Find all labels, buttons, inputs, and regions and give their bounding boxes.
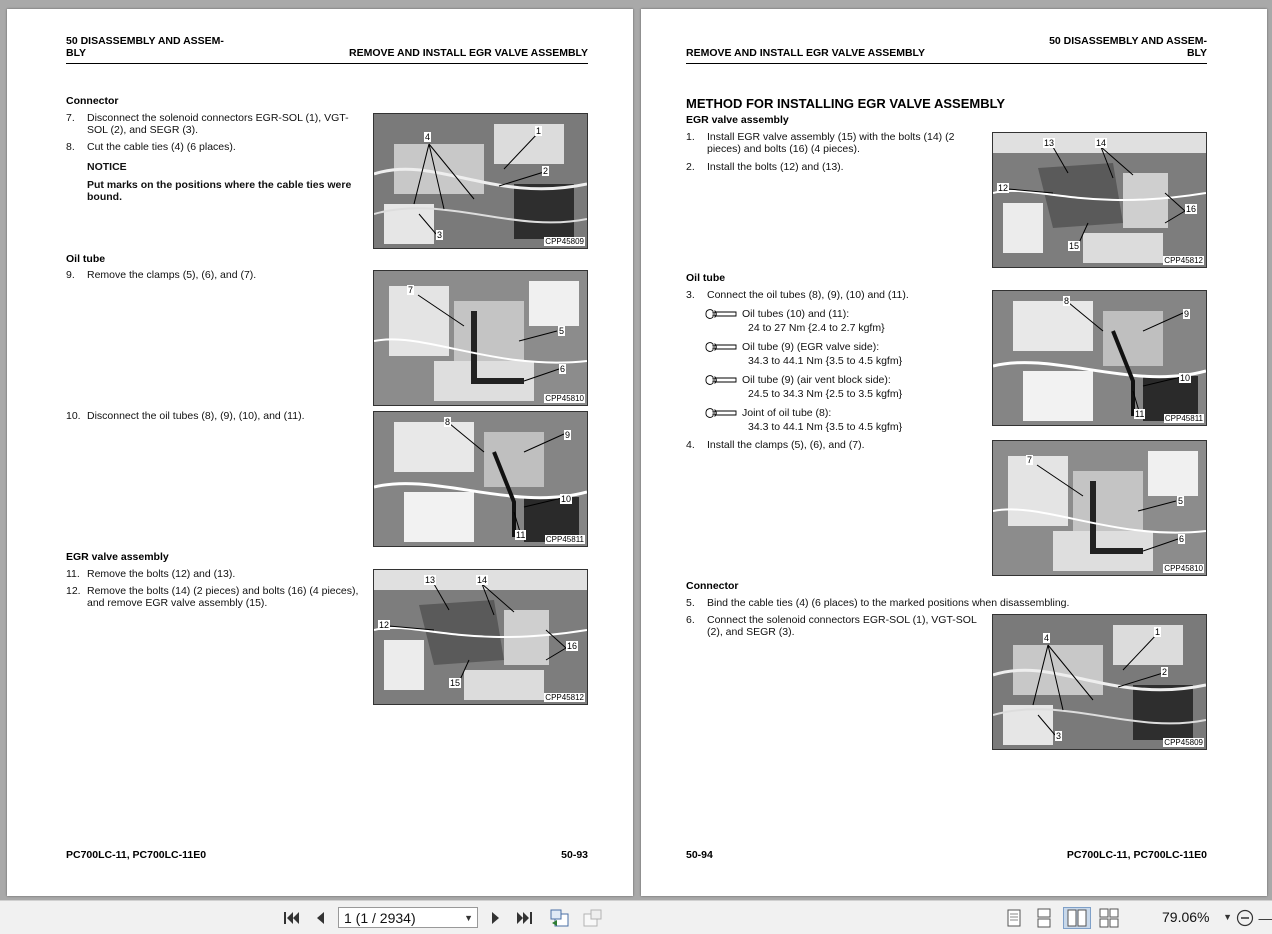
section-title-egr-valve: EGR valve assembly (686, 114, 789, 126)
callout-label: 13 (1044, 138, 1055, 148)
callout-label: 1 (1155, 627, 1161, 637)
step-number: 12. (66, 585, 81, 597)
callout-label: 5 (1178, 496, 1184, 506)
go-back-icon[interactable] (548, 907, 572, 929)
wrench-icon (705, 375, 737, 385)
callout-label: 15 (1069, 241, 1080, 251)
engine-illustration (993, 291, 1206, 425)
callout-label: 7 (408, 285, 414, 295)
notice-text (87, 179, 362, 203)
step-text (87, 112, 362, 136)
footer-model: PC700LC-11, PC700LC-11E0 (66, 849, 207, 861)
callout-label: 13 (425, 575, 436, 585)
callout-label: 4 (1044, 633, 1050, 643)
step-number: 2. (686, 161, 695, 173)
step-7 (66, 112, 362, 138)
callout-label: 2 (543, 166, 549, 176)
torque-label: Joint of oil tube (8): (742, 407, 832, 419)
step-number: 1. (686, 131, 695, 143)
step-number: 8. (66, 141, 75, 153)
step-text-line: SOL (2), and SEGR (3). (87, 124, 199, 136)
header-title: REMOVE AND INSTALL EGR VALVE ASSEMBLY (686, 47, 925, 59)
callout-label: 14 (477, 575, 488, 585)
step-2 (686, 161, 982, 175)
header-section-line2: BLY (66, 47, 87, 59)
figure-code: CPP45810 (545, 394, 584, 403)
section-title-connector: Connector (66, 95, 119, 107)
step-text-line: (2), and SEGR (3). (707, 626, 795, 638)
continuous-icon[interactable] (1033, 907, 1055, 929)
step-text: Bind the cable ties (4) (6 places) to the marked positions when disassembling. (707, 597, 1070, 609)
step-text (707, 131, 982, 155)
figure-oil-clamps (992, 440, 1207, 576)
viewer-toolbar (0, 900, 1272, 934)
footer-model: PC700LC-11, PC700LC-11E0 (1066, 849, 1207, 861)
step-9 (66, 269, 362, 283)
zoom-value: 79.06% (1162, 909, 1210, 925)
callout-label: 8 (1064, 296, 1070, 306)
callout-label: 16 (1186, 204, 1197, 214)
single-page-icon[interactable] (1003, 907, 1025, 929)
torque-value: 24.5 to 34.3 Nm {2.5 to 3.5 kgfm} (748, 388, 903, 400)
figure-egr-valve (992, 132, 1207, 268)
step-text: Install the bolts (12) and (13). (707, 161, 844, 173)
section-title-connector: Connector (686, 580, 739, 592)
document-page-right (641, 9, 1267, 896)
section-title-oil-tube: Oil tube (686, 272, 726, 284)
callout-label: 12 (379, 620, 390, 630)
header-section (1049, 35, 1207, 59)
header-section-line1: 50 DISASSEMBLY AND ASSEM- (66, 35, 224, 47)
step-text: Connect the oil tubes (8), (9), (10) and (11). (707, 289, 909, 301)
header-rule (686, 63, 1207, 64)
notice-title: NOTICE (87, 161, 127, 173)
callout-label: 16 (567, 641, 578, 651)
method-title: METHOD FOR INSTALLING EGR VALVE ASSEMBLY (686, 96, 1005, 111)
header-title: REMOVE AND INSTALL EGR VALVE ASSEMBLY (349, 47, 588, 59)
notice-line: bound. (87, 191, 122, 203)
callout-label: 8 (445, 417, 451, 427)
figure-code: CPP45811 (1164, 414, 1203, 423)
callout-label: 1 (536, 126, 542, 136)
notice-line: Put marks on the positions where the cable ties were (87, 179, 352, 191)
step-10 (66, 410, 362, 424)
figure-oil-clamps (373, 270, 588, 406)
callout-label: 15 (450, 678, 461, 688)
callout-label: 6 (1179, 534, 1185, 544)
engine-illustration (374, 271, 587, 405)
step-number: 6. (686, 614, 695, 626)
step-number: 4. (686, 439, 695, 451)
first-page-icon[interactable] (280, 907, 302, 929)
section-title-egr-valve: EGR valve assembly (66, 551, 169, 563)
figure-code: CPP45812 (1164, 256, 1203, 265)
step-number: 11. (66, 568, 80, 580)
step-text-line: Disconnect the solenoid connectors EGR-SOL (1), VGT- (87, 112, 349, 124)
step-number: 10. (66, 410, 81, 422)
callout-label: 12 (998, 183, 1009, 193)
step-3 (686, 289, 982, 303)
step-12 (66, 585, 362, 611)
go-forward-icon[interactable] (580, 907, 604, 929)
figure-connector (373, 113, 588, 249)
callout-label: 14 (1096, 138, 1107, 148)
footer-page-number: 50-94 (686, 849, 713, 861)
continuous-facing-icon[interactable] (1097, 907, 1121, 929)
step-text-line: and remove EGR valve assembly (15). (87, 597, 268, 609)
figure-code: CPP45809 (1164, 738, 1203, 747)
facing-icon[interactable] (1063, 907, 1091, 929)
chevron-down-icon: ▼ (464, 913, 473, 923)
callout-label: 5 (559, 326, 565, 336)
step-text (707, 614, 982, 638)
callout-label: 9 (1184, 309, 1190, 319)
step-number: 5. (686, 597, 695, 609)
step-number: 3. (686, 289, 695, 301)
step-text-line: Install EGR valve assembly (15) with the bolts (14) (2 (707, 131, 955, 143)
torque-value: 24 to 27 Nm {2.4 to 2.7 kgfm} (748, 322, 885, 334)
page-indicator-text: 1 (1 / 2934) (344, 910, 416, 926)
figure-connector (992, 614, 1207, 750)
zoom-out-icon[interactable] (1235, 907, 1255, 929)
figure-egr-valve (373, 569, 588, 705)
callout-label: 10 (1180, 373, 1191, 383)
engine-illustration (993, 615, 1206, 749)
step-text: Cut the cable ties (4) (6 places). (87, 141, 236, 153)
figure-oil-tubes (992, 290, 1207, 426)
callout-label: 10 (561, 494, 572, 504)
engine-illustration (993, 133, 1206, 267)
toolbar-overflow: — (1258, 910, 1272, 926)
callout-label: 11 (516, 530, 526, 540)
section-title-oil-tube: Oil tube (66, 253, 106, 265)
callout-label: 7 (1027, 455, 1033, 465)
callout-label: 3 (437, 230, 443, 240)
step-text (87, 585, 362, 609)
header-section (66, 35, 224, 59)
step-text: Install the clamps (5), (6), and (7). (707, 439, 865, 451)
wrench-icon (705, 408, 737, 418)
engine-illustration (374, 412, 587, 546)
step-6 (686, 614, 982, 640)
step-8 (66, 141, 362, 155)
step-text: Remove the bolts (12) and (13). (87, 568, 236, 580)
callout-label: 6 (560, 364, 566, 374)
page-number-select[interactable] (338, 907, 478, 928)
callout-label: 9 (565, 430, 571, 440)
footer-page-number: 50-93 (561, 849, 588, 861)
engine-illustration (993, 441, 1206, 575)
figure-code: CPP45811 (545, 535, 584, 544)
wrench-icon (705, 309, 737, 319)
torque-label: Oil tube (9) (air vent block side): (742, 374, 891, 386)
step-number: 9. (66, 269, 75, 281)
figure-code: CPP45809 (545, 237, 584, 246)
callout-label: 11 (1135, 409, 1145, 419)
figure-code: CPP45812 (545, 693, 584, 702)
engine-illustration (374, 570, 587, 704)
step-11 (66, 568, 362, 582)
torque-label: Oil tube (9) (EGR valve side): (742, 341, 880, 353)
header-rule (66, 63, 588, 64)
step-text: Remove the clamps (5), (6), and (7). (87, 269, 257, 281)
header-section-line1: 50 DISASSEMBLY AND ASSEM- (1049, 35, 1207, 47)
torque-value: 34.3 to 44.1 Nm {3.5 to 4.5 kgfm} (748, 355, 903, 367)
figure-oil-tubes (373, 411, 588, 547)
step-1 (686, 131, 982, 157)
zoom-select[interactable] (1162, 907, 1232, 928)
step-4 (686, 439, 982, 453)
step-text-line: Remove the bolts (14) (2 pieces) and bolts (16) (4 pieces), (87, 585, 359, 597)
step-number: 7. (66, 112, 75, 124)
torque-label: Oil tubes (10) and (11): (742, 308, 850, 320)
chevron-down-icon: ▼ (1223, 912, 1232, 922)
step-text-line: pieces) and bolts (16) (4 pieces). (707, 143, 860, 155)
step-5 (686, 597, 1206, 611)
prev-page-icon[interactable] (310, 907, 330, 929)
document-page-left (7, 9, 633, 896)
wrench-icon (705, 342, 737, 352)
last-page-icon[interactable] (514, 907, 536, 929)
next-page-icon[interactable] (486, 907, 506, 929)
header-section-line2: BLY (1186, 47, 1207, 59)
callout-label: 4 (425, 132, 431, 142)
callout-label: 2 (1162, 667, 1168, 677)
figure-code: CPP45810 (1164, 564, 1203, 573)
engine-illustration (374, 114, 587, 248)
step-text: Disconnect the oil tubes (8), (9), (10), and (11). (87, 410, 305, 422)
callout-label: 3 (1056, 731, 1062, 741)
torque-value: 34.3 to 44.1 Nm {3.5 to 4.5 kgfm} (748, 421, 903, 433)
step-text-line: Connect the solenoid connectors EGR-SOL (1), VGT-SOL (707, 614, 977, 626)
